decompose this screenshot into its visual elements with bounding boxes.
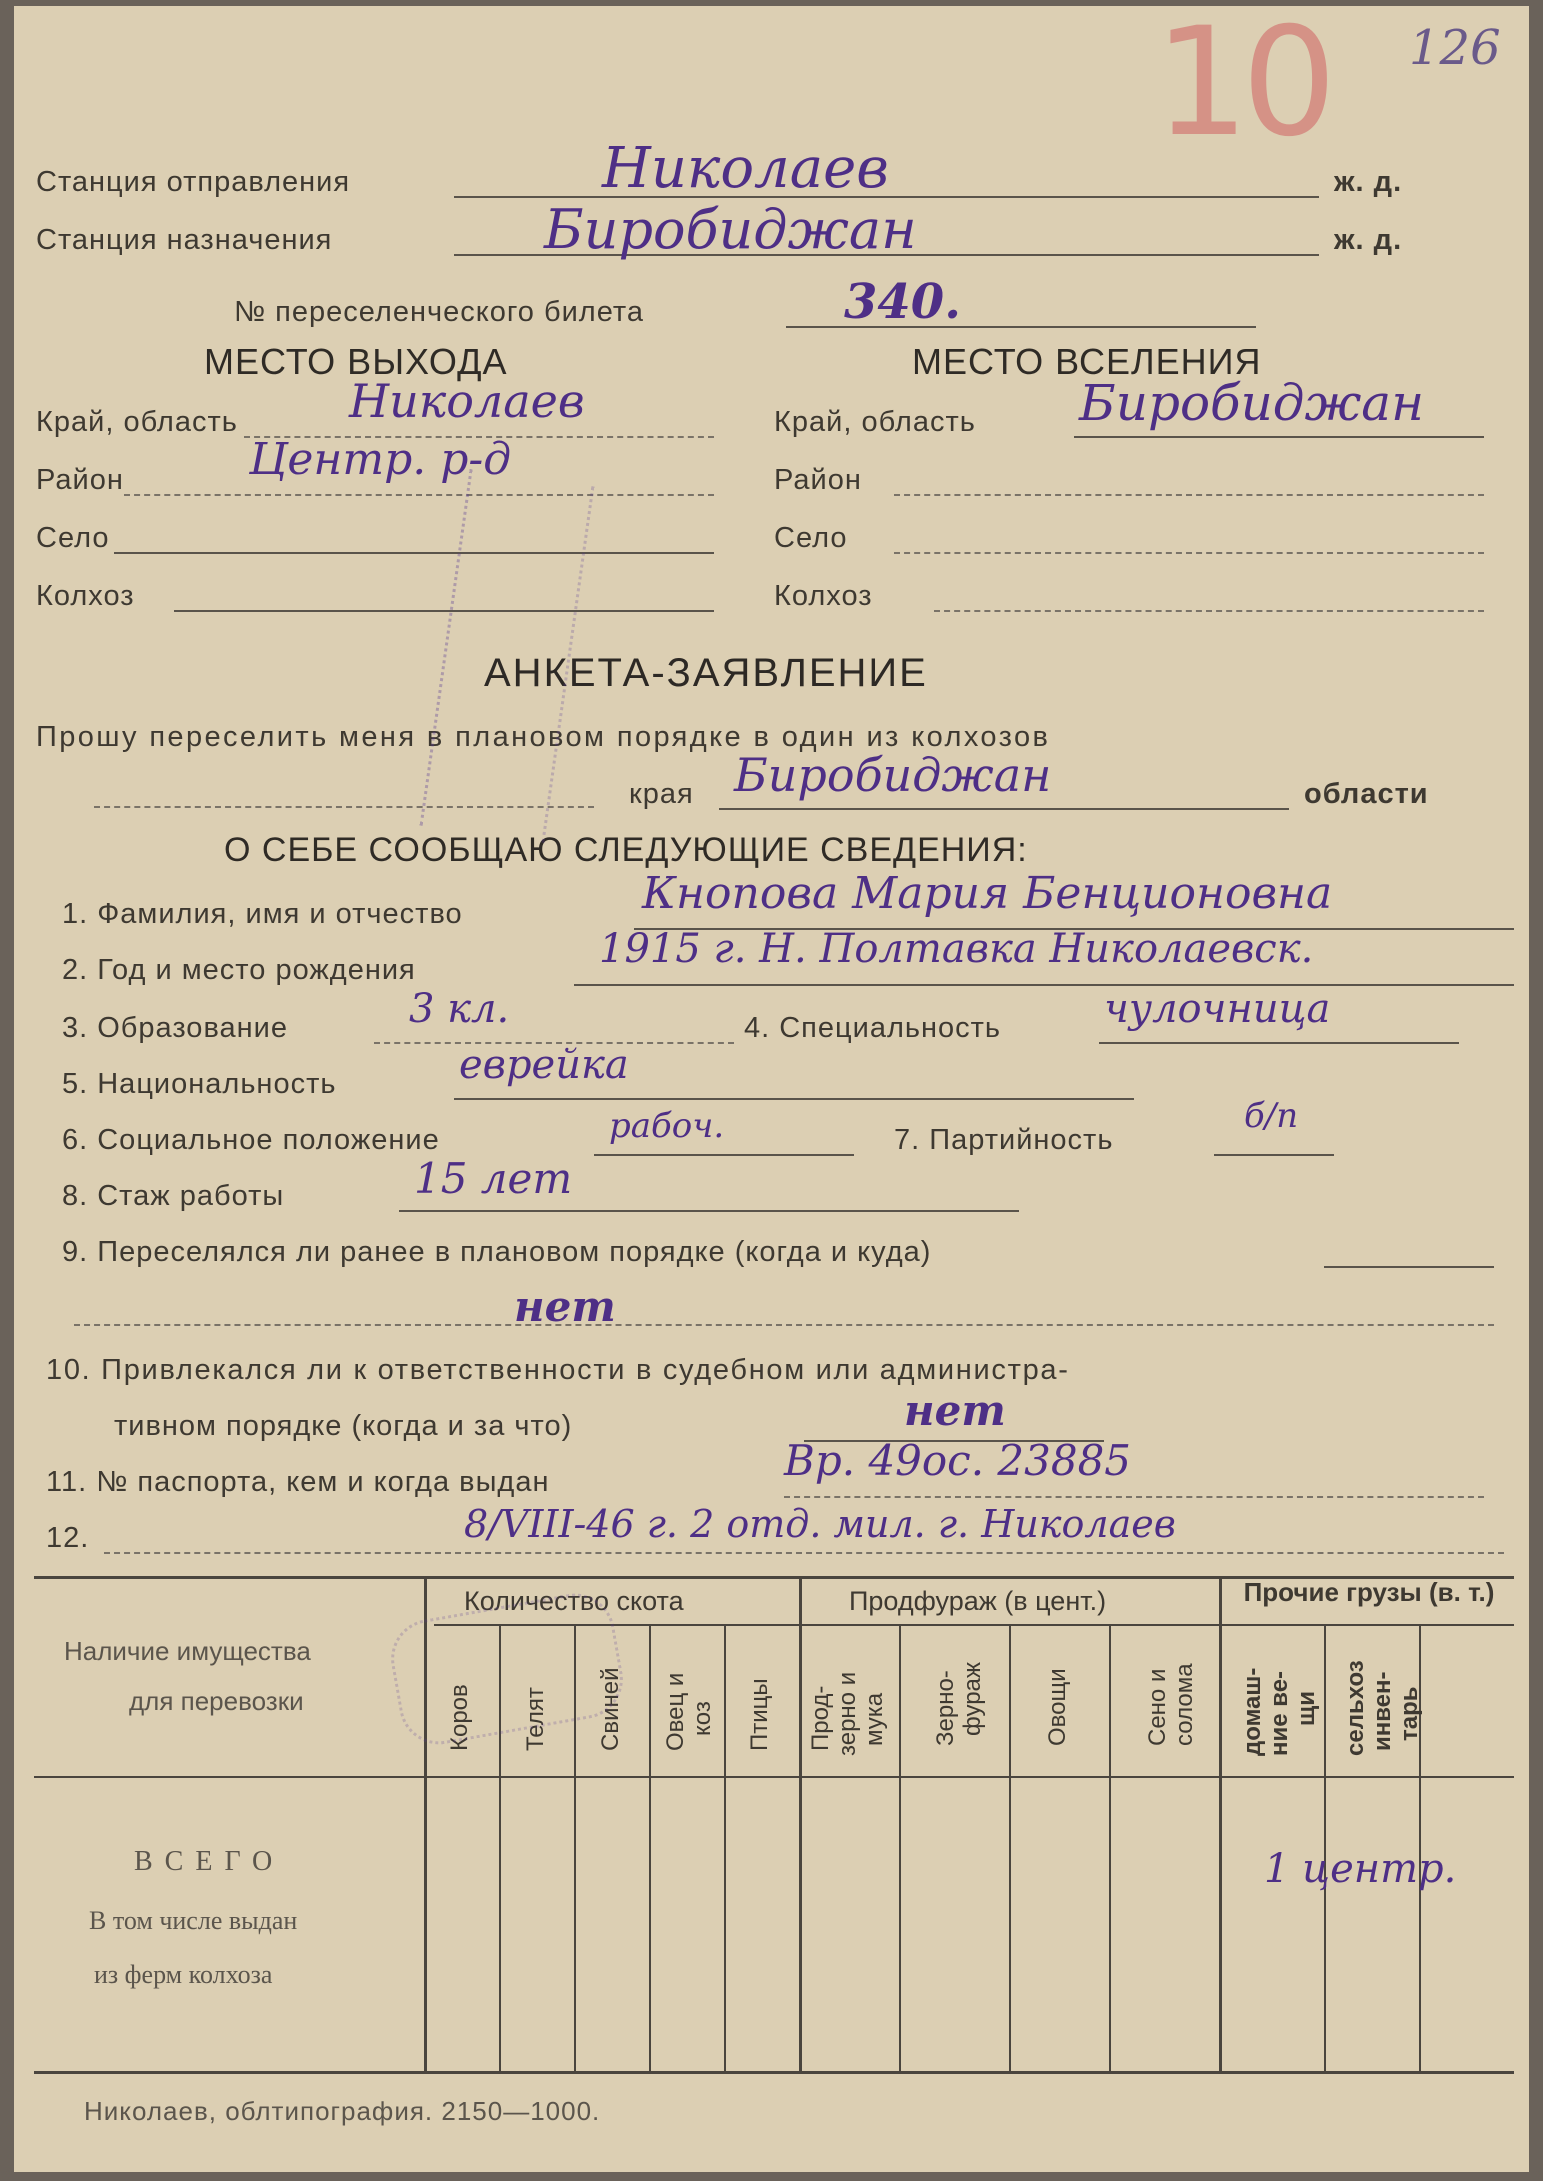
table-header-rule — [34, 1776, 1514, 1778]
table-left-header-2: для перевозки — [129, 1686, 304, 1716]
group-livestock: Количество скота — [464, 1586, 684, 1616]
item-12-value: 8/VIII-46 г. 2 отд. мил. г. Николаев — [464, 1502, 1176, 1546]
origin-district-label: Район — [36, 464, 124, 496]
col-sheep-1: Овец и — [662, 1672, 689, 1751]
settlement-district-label: Район — [774, 464, 862, 496]
table-left-header-1: Наличие имущества — [64, 1636, 311, 1666]
col-birds: Птицы — [746, 1678, 773, 1751]
item-2-label: 2. Год и место рождения — [62, 954, 416, 986]
item-6-value: рабоч. — [609, 1106, 725, 1146]
group-fodder: Продфураж (в цент.) — [849, 1586, 1107, 1616]
settlement-heading: МЕСТО ВСЕЛЕНИЯ — [912, 341, 1262, 382]
form-sheet — [14, 6, 1529, 2172]
request-region-value: Биробиджан — [734, 748, 1052, 802]
item-9-label: 9. Переселялся ли ранее в плановом порядке (когда и куда) — [62, 1236, 932, 1268]
row-incl-line-1: В том числе выдан — [89, 1906, 298, 1935]
col-divider — [799, 1576, 802, 2071]
request-line-1: Прошу переселить меня в плановом порядке в один из колхозов — [36, 721, 1051, 753]
ticket-label: № переселенческого билета — [234, 296, 644, 328]
group-other: Прочие грузы (в. т.) — [1243, 1577, 1495, 1607]
destination-label: Станция назначения — [36, 224, 333, 256]
item-10-label-b: тивном порядке (когда и за что) — [114, 1410, 573, 1442]
table-bottom-rule — [34, 2071, 1514, 2074]
col-tools-1: сельхоз — [1342, 1660, 1369, 1756]
departure-value: Николаев — [602, 136, 889, 201]
col-sheep-2: коз — [689, 1701, 716, 1736]
col-divider — [899, 1624, 901, 2071]
item-11-label: 11. № паспорта, кем и когда выдан — [46, 1466, 550, 1498]
request-kraya: края — [629, 778, 694, 810]
item-11-value: Вр. 49ос. 23885 — [784, 1436, 1132, 1485]
item-4-line — [1099, 1042, 1459, 1044]
col-divider — [1009, 1624, 1011, 2071]
col-home-3: щи — [1293, 1690, 1320, 1726]
item-9-line-a — [1324, 1266, 1494, 1268]
origin-village-label: Село — [36, 522, 110, 554]
item-10-label-a: 10. Привлекался ли к ответственности в судебном или администра- — [46, 1354, 1070, 1386]
col-fodder-2: фураж — [959, 1662, 986, 1736]
col-tools-3: тарь — [1396, 1686, 1423, 1741]
request-region-line — [719, 808, 1289, 810]
settlement-kolkhoz-line — [934, 610, 1484, 612]
col-home-1: домаш- — [1239, 1667, 1266, 1756]
settlement-kolkhoz-label: Колхоз — [774, 580, 873, 612]
settlement-village-label: Село — [774, 522, 848, 554]
form-title: АНКЕТА-ЗАЯВЛЕНИЕ — [484, 651, 928, 695]
col-pigs: Свиней — [597, 1667, 624, 1751]
col-home-2: ние ве- — [1266, 1670, 1293, 1756]
col-divider — [724, 1624, 726, 2071]
item-4-label: 4. Специальность — [744, 1012, 1002, 1044]
origin-region-value: Николаев — [349, 374, 585, 428]
item-7-line — [1214, 1154, 1334, 1156]
settlement-district-line — [894, 494, 1484, 496]
about-heading: О СЕБЕ СООБЩАЮ СЛЕДУЮЩИЕ СВЕДЕНИЯ: — [224, 831, 1028, 869]
destination-rail-suffix: ж. д. — [1334, 224, 1403, 256]
corner-number: 126 — [1409, 20, 1501, 76]
row-incl-line-2: из ферм колхоза — [94, 1960, 273, 1989]
origin-kolkhoz-label: Колхоз — [36, 580, 135, 612]
col-divider — [1219, 1576, 1222, 2071]
origin-village-line — [114, 552, 714, 554]
item-5-value: еврейка — [459, 1042, 629, 1088]
item-9-value: нет — [514, 1282, 616, 1331]
item-3-value: 3 кл. — [409, 986, 510, 1032]
col-hay-1: Сено и — [1144, 1668, 1171, 1746]
col-calves: Телят — [522, 1687, 549, 1751]
item-1-label: 1. Фамилия, имя и отчество — [62, 898, 463, 930]
origin-kolkhoz-line — [174, 610, 714, 612]
col-hay-2: солома — [1171, 1663, 1198, 1746]
col-fodder-1: Зерно- — [932, 1670, 959, 1746]
item-6-line — [594, 1154, 854, 1156]
item-9-line-b — [74, 1324, 1494, 1326]
item-10-value: нет — [904, 1386, 1006, 1435]
item-2-line — [574, 984, 1514, 986]
settlement-region-label: Край, область — [774, 406, 976, 438]
printer-footer: Николаев, облтипография. 2150—1000. — [84, 2096, 601, 2126]
item-8-label: 8. Стаж работы — [62, 1180, 285, 1212]
stamp-mark — [420, 469, 595, 843]
item-12-line — [104, 1552, 1504, 1554]
col-divider — [649, 1624, 651, 2071]
col-grain-2: зерно и — [834, 1671, 861, 1756]
item-11-line — [784, 1496, 1484, 1498]
item-7-value: б/п — [1244, 1096, 1299, 1136]
origin-region-label: Край, область — [36, 406, 238, 438]
col-grain-3: мука — [861, 1692, 888, 1746]
item-8-value: 15 лет — [414, 1154, 573, 1203]
item-1-value: Кнопова Мария Бенционовна — [642, 868, 1333, 919]
item-5-line — [454, 1098, 1134, 1100]
origin-heading: МЕСТО ВЫХОДА — [204, 341, 508, 382]
item-3-label: 3. Образование — [62, 1012, 288, 1044]
settlement-region-value: Биробиджан — [1079, 374, 1425, 432]
item-12-label: 12. — [46, 1522, 90, 1554]
form-number-stamp: 10 — [1154, 6, 1329, 170]
departure-rail-suffix: ж. д. — [1334, 166, 1403, 198]
col-veg: Овощи — [1044, 1668, 1071, 1746]
item-8-line — [399, 1210, 1019, 1212]
row-total-label: ВСЕГО — [134, 1846, 285, 1877]
settlement-region-line — [1074, 436, 1484, 438]
origin-district-value: Центр. р-д — [249, 434, 512, 485]
departure-label: Станция отправления — [36, 166, 351, 198]
item-2-value: 1915 г. Н. Полтавка Николаевск. — [599, 926, 1314, 972]
origin-district-line — [124, 494, 714, 496]
item-5-label: 5. Национальность — [62, 1068, 337, 1100]
col-cows: Коров — [446, 1684, 473, 1751]
item-7-label: 7. Партийность — [894, 1124, 1114, 1156]
home-goods-value: 1 центр. — [1264, 1846, 1457, 1892]
ticket-value: 340. — [844, 274, 961, 330]
col-tools-2: инвен- — [1369, 1671, 1396, 1751]
destination-value: Биробиджан — [544, 198, 917, 261]
settlement-village-line — [894, 552, 1484, 554]
col-grain-1: Прод- — [807, 1685, 834, 1751]
item-4-value: чулочница — [1104, 986, 1331, 1032]
col-divider — [1109, 1624, 1111, 2071]
item-6-label: 6. Социальное положение — [62, 1124, 440, 1156]
property-table — [34, 1576, 1514, 2076]
request-oblasti: области — [1304, 778, 1429, 810]
